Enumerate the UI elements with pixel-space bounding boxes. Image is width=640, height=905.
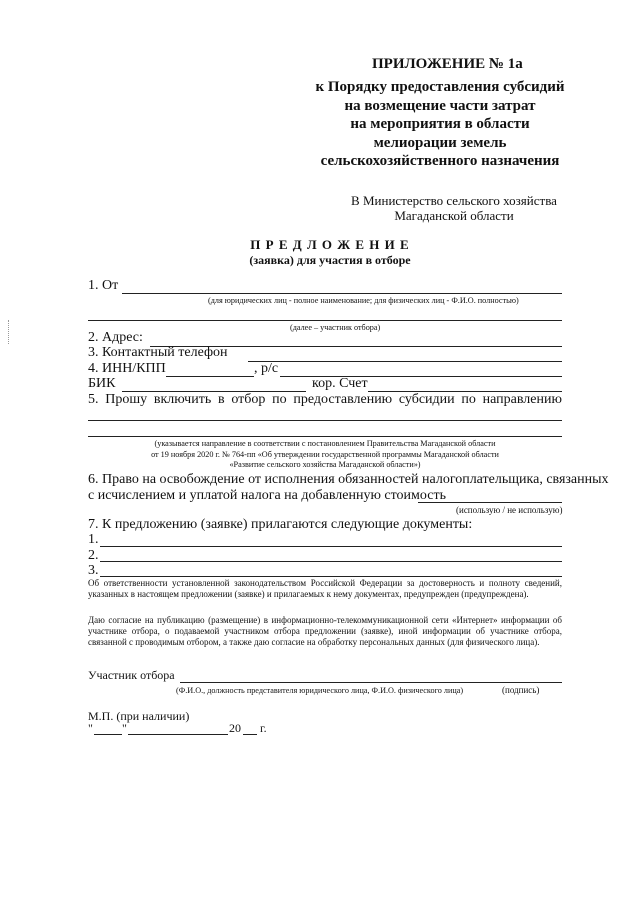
item5-word: отбор <box>231 392 266 407</box>
item5-hint-line: «Развитие сельского хозяйства Магаданской области») <box>229 460 421 469</box>
item5-text <box>88 392 562 408</box>
addressee-line-2: Магаданской области <box>394 208 514 223</box>
doc-field-1[interactable] <box>100 546 562 547</box>
inn-field[interactable] <box>166 376 254 377</box>
address-label: 2. Адрес: <box>88 330 143 345</box>
phone-label: 3. Контактный телефон <box>88 345 228 360</box>
participant-hint: (далее – участник отбора) <box>290 323 381 332</box>
corr-account-label: кор. Счет <box>312 376 368 391</box>
item5-word: направлению <box>482 392 562 407</box>
item5-word: в <box>217 392 225 407</box>
item5-word: по <box>461 392 476 407</box>
doc-number: 1. <box>88 532 99 547</box>
inn-label: 4. ИНН/КПП <box>88 361 166 376</box>
item7-label: 7. К предложению (заявке) прилагаются следующие документы: <box>88 517 473 532</box>
item5-hint-line: (указывается направление в соответствии с постановлением Правительства Магаданской области <box>154 439 496 448</box>
date-quote-open: " <box>88 721 93 735</box>
stamp-label: М.П. (при наличии) <box>88 709 190 723</box>
item5-word: предоставлению <box>293 392 393 407</box>
vat-exemption-field[interactable] <box>418 502 562 503</box>
appendix-line: мелиорации земель <box>373 134 507 151</box>
appendix-title: ПРИЛОЖЕНИЕ № 1а <box>372 56 523 72</box>
item6-line-2: с исчислением и уплатой налога на добавленную стоимость <box>88 488 446 503</box>
item6-line-1: 6. Право на освобождение от исполнения обязанностей налогоплательщика, связанных <box>88 472 609 487</box>
consent-note: Даю согласие на публикацию (размещение) в информационно-телекоммуникационной сети «Интернет» информации об участнике отбора, о подаваемой участником отбора предложении (заявке), иной информации об участнике отбора, связанной с проводимым отбором, а также даю согласие на обработку персональных данных (для физического лица). <box>88 615 562 647</box>
item5-word: 5. <box>88 392 99 407</box>
from-label: 1. От <box>88 278 119 293</box>
item5-hint <box>88 439 562 471</box>
appendix-line: сельскохозяйственного назначения <box>320 153 560 169</box>
doc-field-3[interactable] <box>100 576 562 577</box>
signature-hint: (подпись) <box>502 685 540 695</box>
date-month-field[interactable] <box>128 734 228 735</box>
appendix-line: к Порядку предоставления субсидий <box>315 79 565 95</box>
item5-field-line-2[interactable] <box>88 436 562 437</box>
scan-margin-mark <box>8 320 10 344</box>
account-label: , р/с <box>254 361 279 376</box>
doc-number: 3. <box>88 563 99 578</box>
addressee-line-1: В Министерство сельского хозяйства <box>351 193 557 208</box>
date-day-field[interactable] <box>94 734 122 735</box>
participant-label: Участник отбора <box>88 668 175 682</box>
item5-word: Прошу <box>105 392 148 407</box>
document-title: П Р Е Д Л О Ж Е Н И Е <box>250 237 410 252</box>
date-quote-close: " <box>122 721 127 735</box>
date-year-suffix: г. <box>260 721 267 735</box>
document-subtitle: (заявка) для участия в отборе <box>249 253 411 267</box>
vat-exemption-hint: (использую / не использую) <box>456 505 563 515</box>
item5-word: субсидии <box>398 392 455 407</box>
item5-word: по <box>272 392 287 407</box>
appendix-subtitle <box>300 78 580 171</box>
appendix-line: на мероприятия в области <box>350 116 530 132</box>
addressee-block <box>350 193 558 223</box>
from-hint: (для юридических лиц - полное наименование; для физических лиц - Ф.И.О. полностью) <box>208 296 519 305</box>
participant-name-hint: (Ф.И.О., должность представителя юридического лица, Ф.И.О. физического лица) <box>176 686 464 695</box>
date-year-field[interactable] <box>243 734 257 735</box>
doc-field-2[interactable] <box>100 561 562 562</box>
doc-number: 2. <box>88 548 99 563</box>
item5-field-line-1[interactable] <box>88 420 562 421</box>
from-field-line-2[interactable] <box>88 320 562 321</box>
date-year-prefix: 20 <box>229 721 241 735</box>
responsibility-note: Об ответственности установленной законодательством Российской Федерации за достоверность и полноту сведений, указанных в настоящем предложении (заявке) и прилагаемых к нему документах, предупрежден (предупреждена). <box>88 578 562 599</box>
bik-label: БИК <box>88 376 116 391</box>
participant-signature-field[interactable] <box>180 682 562 683</box>
item5-hint-line: от 19 ноября 2020 г. № 764-пп «Об утверждении государственной программы Магаданской области <box>151 449 499 459</box>
from-field[interactable] <box>122 293 562 294</box>
phone-field[interactable] <box>248 361 562 362</box>
item5-word: включить <box>153 392 212 407</box>
appendix-line: на возмещение части затрат <box>344 97 536 114</box>
